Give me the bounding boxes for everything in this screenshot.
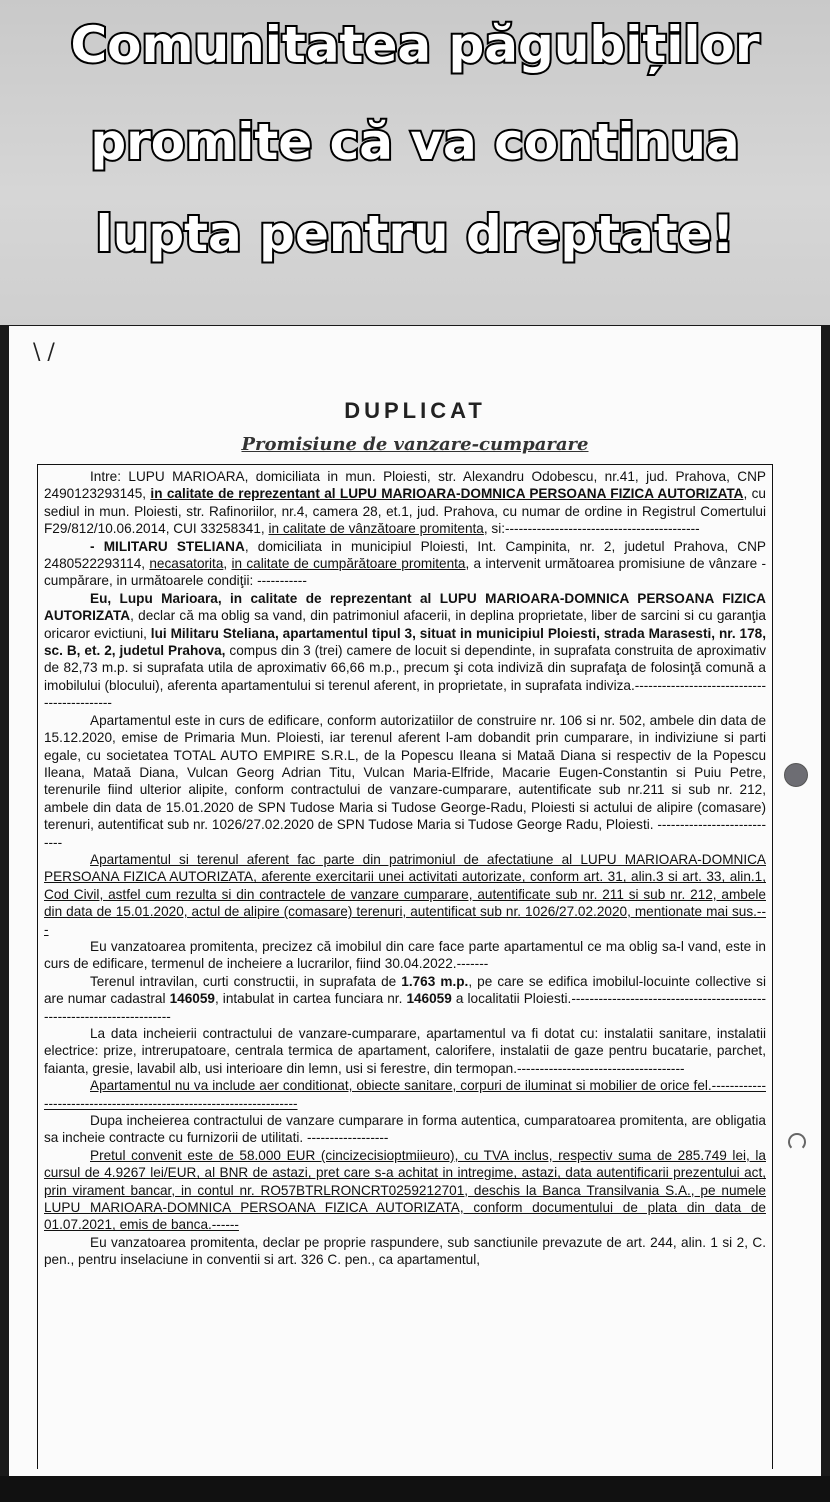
paragraph-price: Pretul convenit este de 58.000 EUR (cincizecisioptmiieuro), cu TVA inclus, respectiv suma de 285.749 lei, la cursul de 4.9267 lei/EUR, al BNR de astazi, pret care s-a achitat in intregime, astazi, data autentificarii prezentului act, prin virament bancar, in contul nr. RO57BTRLRONCRT0259212701, deschis la Banca Transilvania S.A., pe numele LUPU MARIOARA-DOMNICA PERSOANA FIZICA AUTORIZATA, conform documentului de plata din data de 01.07.2021, emis de banca.------ [44, 1147, 766, 1233]
paragraph-parties-buyer: - MILITARU STELIANA, domiciliata in municipiul Ploiesti, Int. Campinita, nr. 2, judetul Prahova, CNP 2480522293114, necasatorita, in calitate de cumpărătoare promitenta, a intervenit următoarea promisiune de vânzare - cumpărare, in următoarele condiţii: ----------- [44, 538, 766, 589]
paragraph-patrimony: Apartamentul si terenul aferent fac parte din patrimoniul de afectatiune al LUPU MARIOARA-DOMNICA PERSOANA FIZICA AUTORIZATA, aferente exercitarii unei activitati autorizate, conform art. 31, alin.3 si art. 33, alin.1, Cod Civil, astfel cum rezulta si din contractele de vanzare cumparare, autentificate sub nr. 211 si sub nr. 212, ambele din data de 15.01.2020, actul de alipire (comasare) terenuri, autentificat sub nr. 1026/27.02.2020, mentionate mai sus.--- [44, 851, 766, 937]
paragraph-construction: Apartamentul este in curs de edificare, conform autorizatiilor de construire nr. 106 si nr. 502, ambele din data de 15.12.2020, emise de Primaria Mun. Ploiesti, iar terenul aferent l-am dobandit prin cumparare, in indiviziune si parti egale, cu societatea TOTAL AUTO EMPIRE S.R.L, de la Popescu Ileana si Mataă Diana si respectiv de la Popescu Ileana, Mataă Diana, Vulcan Georg Adrian Titu, Vulcan Maria-Elfride, Macarie Eugen-Constantin si Puiu Petre, terenurile fiind ulterior alipite, conform contractului de vanzare-cumparare, autentificate sub nr.211 si sub nr. 212, ambele din data de 15.01.2020 de SPN Tudose Maria si Tudose George-Radu, Ploiesti si actului de alipire (comasare) terenuri, autentificat sub nr. 1026/27.02.2020 de SPN Tudose Maria si Tudose George Radu, Ploiesti. ---------------------------- [44, 712, 766, 850]
bottom-bar [0, 1476, 830, 1502]
paragraph-declaration: Eu, Lupu Marioara, in calitate de reprezentant al LUPU MARIOARA-DOMNICA PERSOANA FIZICA AUTORIZATA, declar că ma oblig sa vand, din patrimoniul afacerii, in deplina proprietate, liber de sarcini si cu garanţia oricaror evictiuni, lui Militaru Steliana, apartamentul tipul 3, situat in municipiul Ploiesti, strada Marasesti, nr. 178, sc. B, et. 2, judetul Prahova, compus din 3 (trei) camere de locuit si dependinte, in suprafata construita de aproximativ de 82,73 m.p. si suprafata utila de aproximativ 66,66 m.p., precum şi cota indiviză din suprafaţa de folosinţă comună a imobilului (blocului), aferenta apartamentului si terenul aferent, in proprietate, in suprafata indiviza.-------------------------------------------- [44, 590, 766, 711]
corner-marks: \ / [33, 340, 55, 365]
paragraph-parties-seller: Intre: LUPU MARIOARA, domiciliata in mun. Ploiesti, str. Alexandru Odobescu, nr.41, jud. Prahova, CNP 2490123293145, in calitate de reprezentant al LUPU MARIOARA-DOMNICA PERSOANA FIZICA AUTORIZATA, cu sediul in mun. Ploiesti, str. Rafinoriilor, nr.4, camera 28, et.1, jud. Prahova, cu numar de ordine in Registrul Comertului F29/812/10.06.2014, CUI 33258341, in calitate de vânzătoare promitenta, si:------------------------------------------- [44, 469, 766, 537]
loading-ring-icon [788, 1133, 806, 1151]
headline-line-1: Comunitatea păgubiților [70, 16, 760, 74]
scanned-document [9, 326, 821, 1476]
document-subtitle: Promisiune de vanzare-cumparare [241, 434, 589, 455]
document-body [37, 464, 773, 1469]
scroll-indicator-dot[interactable] [784, 763, 808, 787]
headline-line-3: lupta pentru dreptate! [95, 205, 735, 263]
headline-line-2: promite că va continua [90, 113, 740, 171]
document-title: DUPLICAT [344, 398, 486, 423]
paragraph-completion-date: Eu vanzatoarea promitenta, precizez că imobilul din care face parte apartamentul ce ma oblig sa-l vand, este in curs de edificare, termenul de incheiere a lucrarilor, fiind 30.04.2022.------- [44, 938, 766, 972]
paragraph-land: Terenul intravilan, curti constructii, in suprafata de 1.763 m.p., pe care se edifica imobilul-locuinte collective si are numar cadastral 146059, intabulat in cartea funciara nr. 146059 a localitatii Ploiesti.----------------------------------------------------------------------- [44, 973, 766, 1024]
paragraph-exclusions: Apartamentul nu va include aer conditionat, obiecte sanitare, corpuri de iluminat si mobilier de orice fel.-------------------------------------------------------------------- [44, 1078, 766, 1111]
headline-banner [0, 0, 830, 325]
paragraph-utilities: Dupa incheierea contractului de vanzare cumparare in forma autentica, cumparatoarea promitenta, are obligatia sa incheie contracte cu furnizorii de utilitati. ------------------ [44, 1113, 766, 1146]
paragraph-liability: Eu vanzatoarea promitenta, declar pe proprie raspundere, sub sanctiunile prevazute de art. 244, alin. 1 si 2, C. pen., pentru inselaciune in conventii si art. 326 C. pen., ca apartamentul, [44, 1234, 766, 1268]
paragraph-equipment: La data incheierii contractului de vanzare-cumparare, apartamentul va fi dotat cu: instalatii sanitare, instalatii electrice: prize, intrerupatoare, centrala termica de apartament, calorifere, instalatii de gaze pentru bucatarie, parchet, faianta, gresie, lavabil alb, usi interioare din lemn, usi si ferestre, din termopan.------------------------------------- [44, 1026, 766, 1076]
